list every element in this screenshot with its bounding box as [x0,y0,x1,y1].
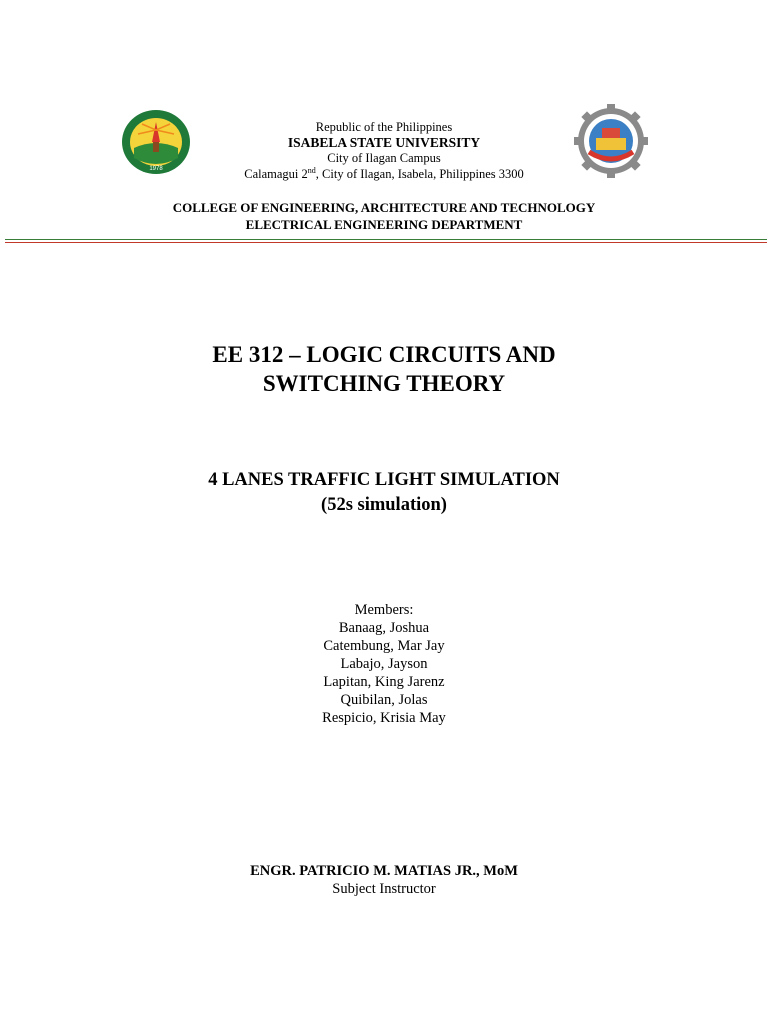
department-name: ELECTRICAL ENGINEERING DEPARTMENT [245,217,523,232]
college-name: COLLEGE OF ENGINEERING, ARCHITECTURE AND TECHNOLOGY [172,200,596,215]
project-title: 4 LANES TRAFFIC LIGHT SIMULATION [208,470,560,490]
member-name: Labajo, Jayson [340,656,428,672]
campus-line: City of Ilagan Campus [327,151,441,165]
divider-red [5,242,767,243]
project-subtitle: (52s simulation) [321,495,447,515]
course-title-line1: EE 312 – LOGIC CIRCUITS AND [212,342,556,367]
address-ordinal: nd [307,165,316,175]
instructor-name: ENGR. PATRICIO M. MATIAS JR., MoM [250,863,518,879]
address-street: Calamagui 2 [244,167,308,181]
members-label: Members: [354,602,414,618]
address-rest: , City of Ilagan, Isabela, Philippines 3300 [315,167,524,181]
divider-green [5,239,767,240]
instructor-role: Subject Instructor [332,881,436,897]
university-name: ISABELA STATE UNIVERSITY [287,135,481,150]
seal-year: 1978 [149,166,163,172]
member-name: Banaag, Joshua [338,620,430,636]
member-name: Respicio, Krisia May [322,710,446,726]
address-line [0,167,768,183]
member-name: Catembung, Mar Jay [323,638,445,654]
member-name: Lapitan, King Jarenz [323,674,445,690]
republic-line: Republic of the Philippines [315,120,453,134]
course-title-line2: SWITCHING THEORY [262,371,506,396]
member-name: Quibilan, Jolas [340,692,428,708]
